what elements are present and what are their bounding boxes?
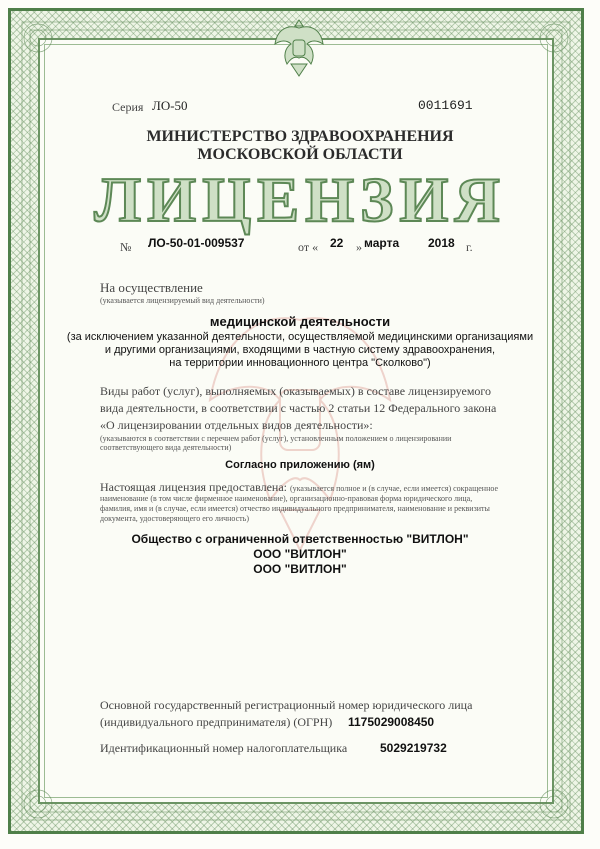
document-title: ЛИЦЕНЗИЯ	[94, 165, 506, 235]
activity-note-2: и другими организациями, входящими в частную систему здравоохранения,	[104, 344, 496, 356]
works-value: Согласно приложению (ям)	[225, 459, 375, 471]
activity-label: На осуществление	[100, 280, 203, 295]
activity-note-1: (за исключением указанной деятельности, осуществляемой медицинскими организациями	[66, 331, 534, 343]
series-label: Серия	[112, 100, 144, 114]
works-line-1: Виды работ (услуг), выполняемых (оказываемых) в составе лицензируемого	[100, 384, 492, 398]
holder-hint-3: фамилия, имя и (в случае, если имеется) отчество индивидуального предпринимателя, наименование и реквизиты	[100, 504, 490, 513]
inn-label: Идентификационный номер налогоплательщика	[100, 741, 348, 755]
holder-name-short-1: ООО "ВИТЛОН"	[253, 547, 347, 561]
date-from-label: от «	[298, 240, 319, 254]
license-number: ЛО-50-01-009537	[148, 236, 245, 250]
ogrn-line-2: (индивидуального предпринимателя) (ОГРН)	[100, 715, 333, 729]
ministry-line-1: МИНИСТЕРСТВО ЗДРАВООХРАНЕНИЯ	[146, 128, 454, 145]
activity-name: медицинской деятельности	[209, 314, 391, 329]
works-line-3: «О лицензировании отдельных видов деятельности»:	[100, 418, 373, 432]
inn-value: 5029219732	[380, 741, 447, 755]
holder-hint-2: наименование (в том числе фирменное наименование), организационно-правовая форма юридического лица,	[100, 494, 473, 503]
holder-name-short-2: ООО "ВИТЛОН"	[253, 562, 347, 576]
date-day-close: »	[356, 240, 362, 254]
holder-label: Настоящая лицензия предоставлена:	[100, 480, 287, 494]
holder-hint-1: (указывается полное и (в случае, если имеется) сокращенное	[290, 484, 499, 493]
works-hint-2: соответствующего вида деятельности)	[100, 443, 232, 452]
works-hint-1: (указываются в соответствии с перечнем работ (услуг), установленным положением о лицензировании	[100, 434, 452, 443]
activity-note-3: на территории инновационного центра "Сколково")	[169, 357, 431, 369]
works-line-2: вида деятельности, в соответствии с частью 2 статьи 12 Федерального закона	[100, 401, 497, 415]
number-label: №	[120, 240, 132, 254]
date-year: 2018	[428, 236, 455, 250]
ogrn-line-1: Основной государственный регистрационный номер юридического лица	[100, 698, 473, 712]
activity-hint: (указывается лицензируемый вид деятельности)	[100, 296, 265, 305]
ministry-line-2: МОСКОВСКОЙ ОБЛАСТИ	[197, 146, 403, 163]
coat-of-arms-emblem	[269, 14, 329, 80]
ogrn-value: 1175029008450	[348, 715, 435, 729]
year-suffix: г.	[466, 240, 473, 254]
holder-name-full: Общество с ограниченной ответственностью "ВИТЛОН"	[131, 532, 469, 546]
holder-hint-4: документа, удостоверяющего его личность)	[100, 514, 249, 523]
serial-number: 0011691	[418, 98, 473, 113]
series-value: ЛО-50	[152, 98, 188, 113]
date-day: 22	[330, 236, 344, 250]
date-month: марта	[364, 236, 400, 250]
